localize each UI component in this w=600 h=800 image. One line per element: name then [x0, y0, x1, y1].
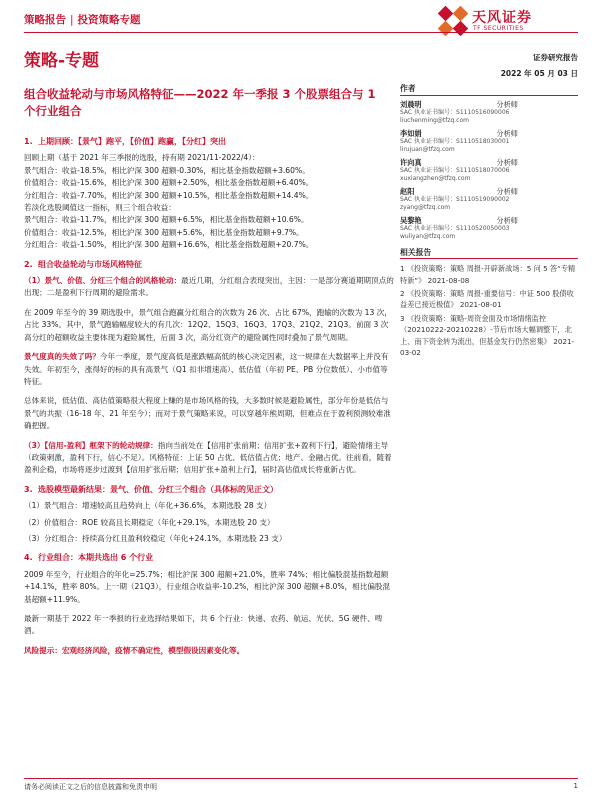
author-cert: SAC 执业证书编号：S1110519090002 — [400, 196, 510, 204]
report-type-label: 证券研究报告 — [533, 53, 578, 62]
author-email[interactable]: xuxiangzhen@tfzq.com — [400, 175, 471, 183]
author-role: 分析师 — [496, 186, 518, 196]
paragraph: 总体来说，低估值、高估值策略很大程度上赚的是市场风格的钱，大多数时候是避险属性，部分年份是低估与景气的共振（16-18 年、21 年至今）；而对于景气策略来说，可以穿越年熊周期，但难点在于盈利预测较难准确把握。 — [24, 396, 391, 431]
author-email[interactable]: liuchenming@tfzq.com — [400, 117, 469, 125]
section-title: 组合收益轮动与市场风格特征 — [38, 259, 142, 269]
author-card — [400, 129, 578, 155]
author-role: 分析师 — [496, 128, 518, 138]
author-name: 李如娟 — [400, 128, 422, 138]
header-divider — [24, 32, 578, 33]
risk-warning: 风险提示：宏观经济风险，疫情不确定性，模型假设因素变化等。 — [24, 645, 245, 655]
subcategory-label: 投资策略专题 — [77, 14, 141, 26]
paragraph-lead: 景气度真的失效了吗？ — [24, 352, 100, 362]
author-card — [400, 187, 578, 213]
related-reports — [400, 248, 578, 359]
authors-heading: 作者 — [400, 84, 578, 96]
section-1-heading — [24, 136, 394, 148]
logo-text-cn: 天风证券 — [472, 10, 532, 26]
paragraph: 若淡化选股阈值这一指标，则三个组合收益： — [24, 203, 176, 213]
related-report-item[interactable] — [400, 313, 578, 359]
list-item: （1）景气组合：增速较高且趋势向上（年化+36.6%，本期选股 28 支） — [24, 501, 272, 511]
author-card — [400, 100, 578, 126]
paragraph-text: 指向当前处在【信用扩张前期；信用扩张+盈利下行】，避险情绪主导（政策刺激，盈利下行，信心不足）。风格特征：上证 50 占优、低估值占优；地产、金融占优。往前看，随着盈利企稳，市场将逐步过渡到【信用扩张后期；信用扩张+盈利上行】，届时高估值成长将重新占优。 — [24, 440, 392, 475]
author-role: 分析师 — [496, 215, 518, 225]
related-reports-heading: 相关报告 — [400, 248, 578, 260]
list-item: （3）分红组合：持续高分红且盈利较稳定（年化+24.1%，本期选股 23 支） — [24, 533, 287, 543]
author-cert: SAC 执业证书编号：S1110516090006 — [400, 109, 510, 117]
page-footer — [24, 782, 578, 792]
author-role: 分析师 — [496, 157, 518, 167]
paragraph: 2009 年至今，行业组合的年化=25.7%；相比沪深 300 超额+21.0%，胜率 74%；相比偏股混基指数超额+14.1%，胜率 80%。上一期（21Q3），行业组合收益率-10.2%，相比沪深 300 超额+8.0%，相比偏股混基超额+11.9%。 — [24, 569, 391, 604]
footer-divider — [24, 778, 578, 779]
section-title: 上期回顾：【景气】跑平，【价值】跑赢，【分红】突出 — [38, 137, 226, 146]
section-4-heading — [24, 552, 394, 564]
paragraph — [24, 351, 394, 388]
paragraph-lead: （3）【信用-盈利】框架下的轮动规律： — [24, 440, 158, 450]
author-cert: SAC 执业证书编号：S1110518030001 — [400, 138, 510, 146]
category-label: 策略报告 — [24, 14, 66, 26]
paragraph — [24, 440, 394, 477]
paragraph: 最新一期基于 2022 年一季报的行业选择结果如下，共 6 个行业：快递、农药、航运、光伏、5G 硬件、啤酒。 — [24, 614, 383, 636]
sidebar — [400, 84, 578, 360]
result-line: 价值组合：收益-12.5%，相比沪深 300 超额+5.6%，相比基金指数超额+9.7%。 — [24, 227, 304, 237]
main-content — [24, 132, 394, 657]
result-line: 景气组合：收益-18.5%，相比沪深 300 超额-0.30%，相比基金指数超额+3.60%。 — [24, 165, 310, 175]
section-number: 4. — [24, 553, 33, 563]
author-email[interactable]: lirujuan@tfzq.com — [400, 146, 455, 154]
section-2-heading — [24, 259, 394, 271]
list-item: （2）价值组合：ROE 较高且长期稳定（年化+29.1%，本期选股 20 支） — [24, 517, 275, 527]
result-line: 分红组合：收益-7.70%，相比沪深 300 超额+10.5%，相比基金指数超额+14.4%。 — [24, 190, 314, 200]
related-report-item[interactable] — [400, 263, 578, 286]
paragraph-text: 今年一季度，景气度高低是涨跌幅高低的核心决定因素，这一规律在大数据率上并没有失效。年初至今，涨得好的标的具有高景气（Q1 扣非增速高）、低估值（年初 PE、PB 分位数低）、小市值等特征。 — [24, 352, 389, 386]
related-report-date: 2021-08-08 — [427, 275, 470, 285]
author-email[interactable]: wuliyan@tfzq.com — [400, 233, 456, 241]
author-email[interactable]: zyang@tfzq.com — [400, 204, 451, 212]
author-name: 许向真 — [400, 157, 422, 167]
related-report-title[interactable]: 1 《投资策略：策略 周报-开辟新战场：5 问 5 答“专精特新”》 — [400, 264, 576, 285]
result-line: 分红组合：收益-1.50%，相比沪深 300 超额+16.6%，相比基金指数超额+20.7%。 — [24, 240, 314, 250]
paragraph-text: 最近几期，分红组合表现突出，主因：一是部分赛道期期顶点的出现；二是盈利下行周期的避险需求。 — [24, 276, 394, 298]
section-title: 选股模型最新结果：景气、价值、分红三个组合（具体标的见正文） — [38, 484, 278, 494]
related-report-title[interactable]: 3 《投资策略：策略-周资金面及市场情绪监控（20210222-20210228）-节后市场大幅调整下，北上、南下资金转为流出，但基金发行仍然密集》 — [400, 313, 572, 346]
paragraph: 回顾上期（基于 2021 年三季报的选股，持有期 2021/11-2022/4）： — [24, 153, 260, 163]
report-category — [24, 12, 141, 27]
report-date: 2022 年 05 月 03 日 — [500, 69, 578, 78]
author-card — [400, 158, 578, 184]
related-report-item[interactable] — [400, 288, 578, 311]
author-cert: SAC 执业证书编号：S1110520050003 — [400, 225, 510, 233]
related-report-date: 2021-03-02 — [400, 336, 575, 358]
section-number: 2. — [24, 259, 33, 269]
page-number: 1 — [573, 782, 578, 790]
author-name: 吴黎艳 — [400, 215, 422, 225]
footer-disclaimer: 请务必阅读正文之后的信息披露和免责申明 — [24, 783, 157, 791]
author-role: 分析师 — [496, 99, 518, 109]
related-report-date: 2021-08-01 — [459, 300, 502, 310]
paragraph — [24, 275, 394, 300]
result-line: 景气组合：收益-11.7%，相比沪深 300 超额+6.5%，相比基金指数超额+10.6%。 — [24, 215, 309, 225]
section-title: 行业组合：本期共选出 6 个行业 — [38, 553, 154, 563]
author-cert: SAC 执业证书编号：S1110518070006 — [400, 167, 510, 175]
report-subtitle: 组合收益轮动与市场风格特征——2022 年一季报 3 个股票组合与 1 个行业组合 — [24, 87, 376, 118]
section-number: 1. — [24, 137, 33, 146]
section-3-heading — [24, 484, 394, 496]
section-number: 3. — [24, 484, 33, 494]
logo-text-en: TF SECURITIES — [473, 25, 524, 32]
related-report-title[interactable]: 2 《投资策略：策略 周报-重要信号：中证 500 股债收益差已接近极值》 — [400, 289, 574, 310]
paragraph-lead: （1）景气、价值、分红三个组合的风格轮动： — [24, 276, 182, 286]
result-line: 价值组合：收益-15.6%，相比沪深 300 超额+2.50%，相比基金指数超额+6.40%。 — [24, 178, 314, 188]
paragraph: 在 2009 年至今的 39 期选股中，景气组合跑赢分红组合的次数为 26 次、占比 67%，跑输的次数为 13 次，占比 33%。其中，景气跑输幅度较大的有几次：12Q2、15Q3、16Q3、17Q3、21Q2、21Q3。前面 3 次高分红的超额收益主要体现为避险属性，后面 3 次，高分红资产的避险属性同时叠加了景气周期。 — [24, 307, 392, 342]
category-separator: | — [70, 14, 74, 26]
author-name: 刘晨明 — [400, 99, 422, 109]
page-title: 策略-专题 — [24, 51, 100, 71]
author-card — [400, 216, 578, 242]
author-name: 赵阳 — [400, 186, 415, 196]
